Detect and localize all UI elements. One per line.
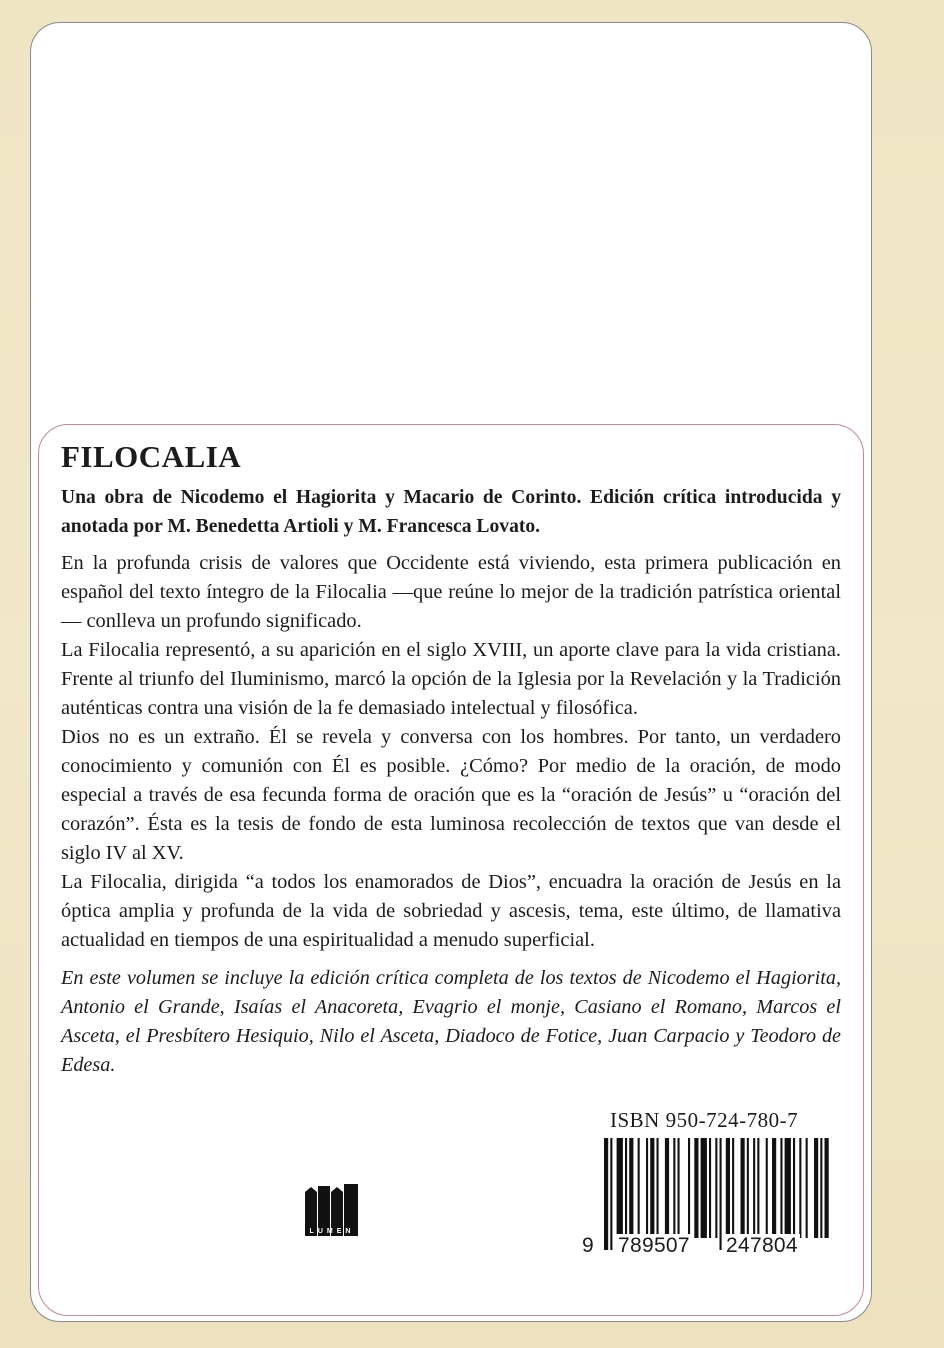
description-body bbox=[61, 549, 841, 955]
book-title: FILOCALIA bbox=[61, 439, 242, 474]
barcode-bar bbox=[715, 1138, 717, 1238]
barcode-bar bbox=[701, 1138, 707, 1238]
barcode-bar bbox=[625, 1138, 627, 1238]
ean-group-1: 789507 bbox=[618, 1234, 690, 1257]
paragraph-1: En la profunda crisis de valores que Occidente está viviendo, esta primera publicación en español del texto íntegro de la Filocalia —que reúne lo mejor de la tradición patrística oriental— conlleva un profundo significado. bbox=[61, 552, 841, 632]
lumen-logo-icon bbox=[303, 1180, 361, 1238]
barcode-bar bbox=[753, 1138, 755, 1238]
paragraph-3: Dios no es un extraño. Él se revela y conversa con los hombres. Por tanto, un verdadero conocimiento y comunión con Él es posible. ¿Cómo? Por medio de la oración, de modo especial a través de esa fecunda forma de oración que es la “oración de Jesús” u “oración del corazón”. Ésta es la tesis de fondo de esta luminosa recolección de textos que van desde el siglo IV al XV. bbox=[61, 726, 841, 864]
barcode-bar bbox=[657, 1138, 659, 1238]
barcode-bar bbox=[650, 1138, 654, 1238]
barcode-bar bbox=[694, 1138, 698, 1238]
barcode-bar bbox=[638, 1138, 640, 1238]
isbn-label: ISBN 950-724-780-7 bbox=[610, 1108, 799, 1132]
barcode-bar bbox=[785, 1138, 791, 1238]
barcode-bar bbox=[741, 1138, 745, 1238]
ean-first-digit: 9 bbox=[582, 1234, 594, 1257]
barcode-bar bbox=[806, 1138, 808, 1238]
barcode-bar bbox=[820, 1138, 822, 1238]
barcode-bar bbox=[757, 1138, 759, 1238]
barcode-bar bbox=[766, 1138, 768, 1238]
ean-number bbox=[574, 1230, 832, 1264]
barcode-bar bbox=[673, 1138, 675, 1238]
barcode-bar bbox=[665, 1138, 669, 1238]
paragraph-2: La Filocalia representó, a su aparición en el siglo XVIII, un aporte clave para la vida cristiana. Frente al triunfo del Iluminismo, marcó la opción de la Iglesia por la Revelación y la Tradición auténticas contra una visión de la fe demasiado intelectual y filosófica. bbox=[61, 639, 841, 719]
barcode-bar bbox=[678, 1138, 680, 1238]
volume-note: En este volumen se incluye la edición crítica completa de los textos de Nicodemo el Hagiorita, Antonio el Grande, Isaías el Anacoreta, Evagrio el monje, Casiano el Romano, Marcos el Asceta, el Presbítero Hesiquio, Nilo el Asceta, Diadoco de Fotice, Juan Carpacio y Teodoro de Edesa. bbox=[61, 967, 841, 1076]
ean-group-2: 247804 bbox=[726, 1234, 798, 1257]
lumen-logo-text: LUMEN bbox=[309, 1228, 355, 1235]
barcode-bar bbox=[793, 1138, 795, 1238]
barcode-bar bbox=[646, 1138, 648, 1238]
barcode-bar bbox=[709, 1138, 711, 1238]
barcode-bar bbox=[747, 1138, 749, 1238]
barcode-bar bbox=[617, 1138, 623, 1238]
barcode-bar bbox=[814, 1138, 818, 1238]
barcode-bar bbox=[772, 1138, 776, 1238]
book-subtitle: Una obra de Nicodemo el Hagiorita y Macario de Corinto. Edición crítica introducida y anotada por M. Benedetta Artioli y M. Francesca Lovato. bbox=[61, 487, 841, 537]
barcode-bar bbox=[688, 1138, 690, 1238]
barcode-bar bbox=[732, 1138, 734, 1238]
paragraph-4: La Filocalia, dirigida “a todos los enamorados de Dios”, encuadra la oración de Jesús en la óptica amplia y profunda de la vida de sobriedad y ascesis, tema, este último, de llamativa actualidad en tiempos de una espiritualidad a menudo superficial. bbox=[61, 871, 841, 951]
barcode-bar bbox=[825, 1138, 829, 1238]
barcode bbox=[574, 1108, 832, 1266]
barcode-bar bbox=[629, 1138, 633, 1238]
barcode-bar bbox=[799, 1138, 801, 1238]
barcode-bar bbox=[780, 1138, 782, 1238]
